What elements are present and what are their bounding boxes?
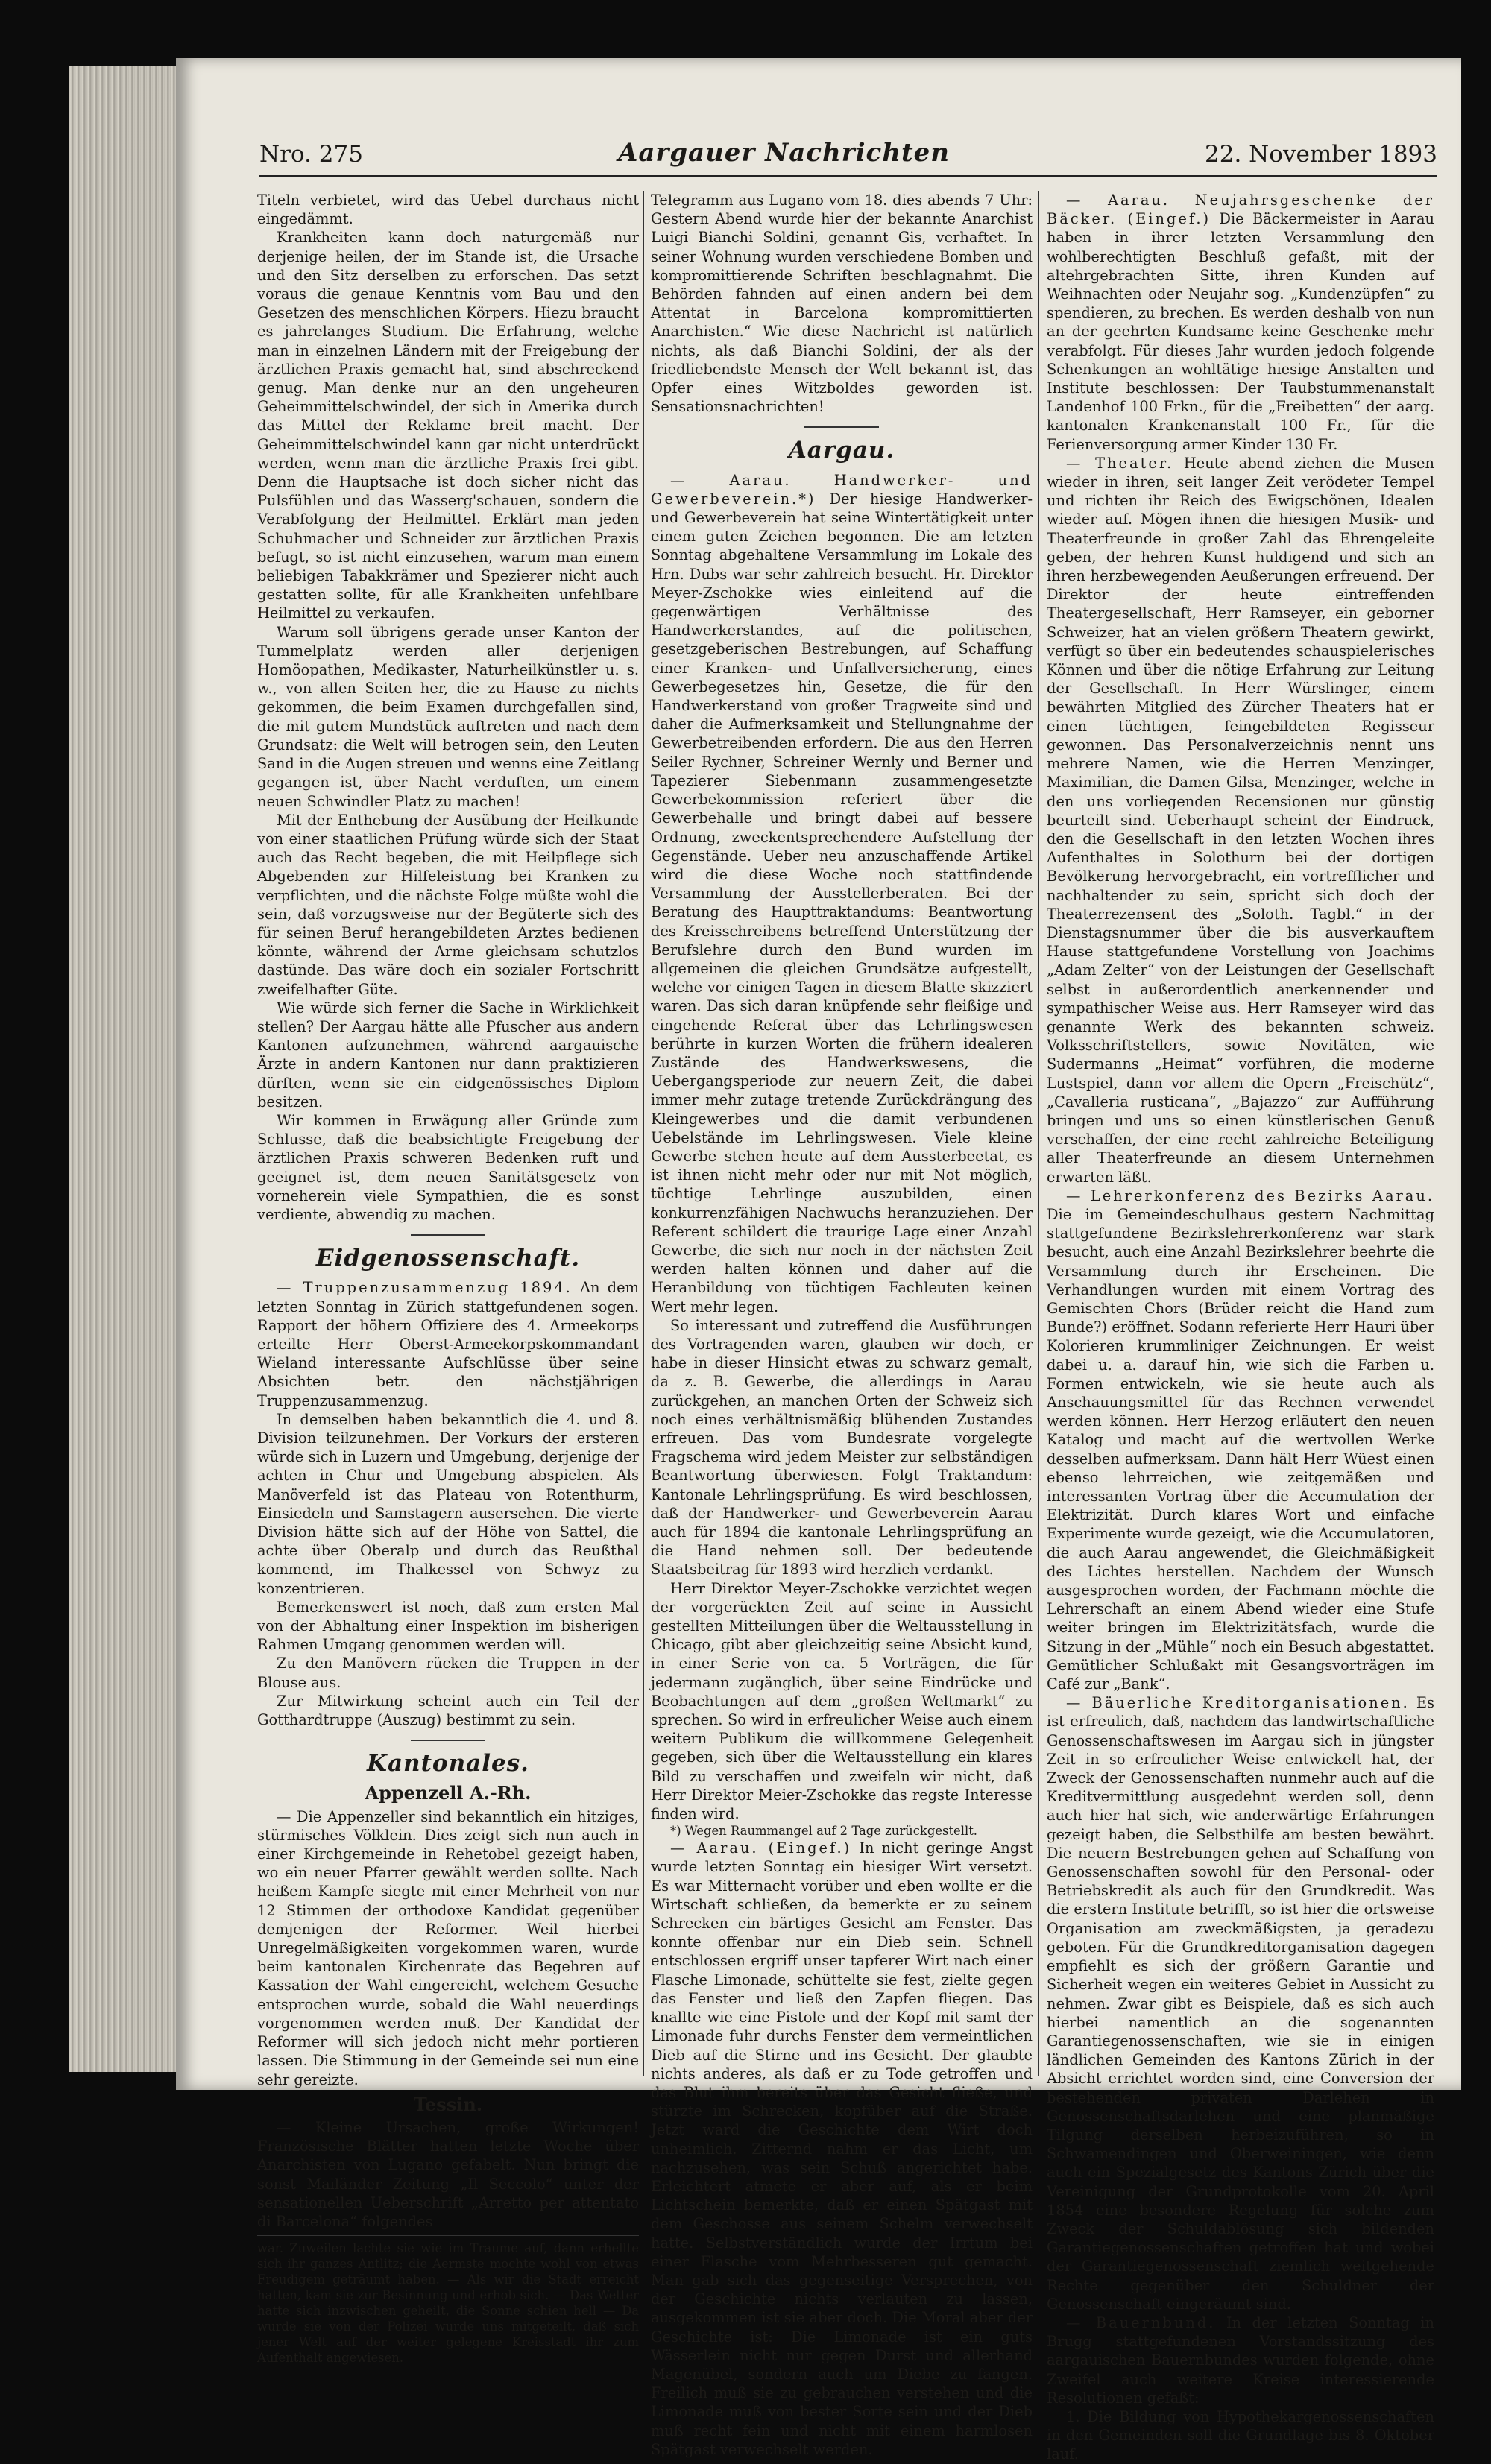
article-text: In nicht geringe Angst wurde letzten Sonntag ein hiesiger Wirt versetzt. Es war Mitternacht vorüber und eben wollte er die Wirtschaft schließen, da bemerkte er zu seinem Schrecken ein bärtiges Gesicht am Fenster. Das konnte offenbar nur ein Dieb sein. Schnell entschlossen ergriff unser tapferer Wirt nach einer Flasche Limonade, schüttelte sie fest, zielte gegen das Fenster und ließ den Zapfen fliegen. Das knallte wie eine Pistole und der Kopf mit samt der Limonade fuhr durchs Fenster dem vermeintlichen Dieb auf die Stirne und ins Gesicht. Der glaubte nichts anderes, als daß er zu Tode getroffen und das Blut ihm bereits über das Gesicht fließe, und stürzte im Schrecken, kopfüber auf die Straße. Jetzt ward die Geschichte dem Wirt doch unheimlich. Zitternd nahm er das Licht, um nachzusehen, was sein Schuß angerichtet habe. Erleichtert atmete er aber auf, als er beim Lichtschein bemerkte, daß er einen Spätgast mit dem Geschosse aus seinem Schelm verwechselt hatte. Selbstverständlich wurde der Irrtum bei einer Flasche vom Mehrbesseren gut gemacht. Man gab sich das gegenseitige Versprechen, von der Geschichte nichts verlauten zu lassen, ausgekommen ist sie aber doch. Die Moral aber der Geschichte ist: Die Limonade ist ein guts Wässerlein nicht nur gegen Durst und allerhand Magenübel, sondern auch um Diebe zu fangen. Freilich muß sie zu gebrauchen verstehen und die Limonade muß von bester Sorte sein und der Dieb muß recht fein und nicht mit einem harmlosen Spätgast verwechselt werden.	[651, 1839, 1033, 2458]
paragraph	[651, 471, 1033, 1316]
article-lead: — Aarau. Neujahrsgeschenke der Bäcker. (Eingef.)	[1047, 192, 1434, 228]
article-text: Die im Gemeindeschulhaus gestern Nachmittag stattgefundene Bezirkslehrerkonferenz war stark besucht, auch eine Anzahl Bezirkslehrer beehrte die Versammlung durch ihr Erscheinen. Die Verhandlungen wurden mit einem Vortrag des Gemischten Chors (Brüder reicht die Hand zum Bunde?) eröffnet. Sodann referierte Herr Hauri über Kolorieren krummliniger Zeichnungen. Er weist dabei u. a. darauf hin, wie sich die Farben u. Formen entwickeln, wie sie heute auch als Anschauungsmittel für das Rechnen verwendet werden können. Herr Herzog erläutert den neuen Katalog und macht auf die wertvollen Werke desselben aufmerksam. Dann hält Herr Wüest einen ebenso lehrreichen, wie zeitgemäßen und interessanten Vortrag über die Accumulation der Elektrizität. Durch klares Wort und einfache Experimente wurde gezeigt, wie die Accumulatoren, die auch Aarau angewendet, die Gleichmäßigkeit des Lichtes herstellen. Nachdem der Wunsch ausgesprochen worden, der Fachmann möchte die Lehrerschaft an einem Abend wieder eine Stufe weiter bringen im Elektrizitätsfach, wurde die Sitzung in der „Mühle“ noch ein Besuch abgestattet. Gemütlicher Schlußakt mit Gesangsvorträgen im Café zur „Bank“.	[1047, 1205, 1434, 1693]
paragraph	[257, 1278, 639, 1409]
paragraph	[1047, 1693, 1434, 2313]
paragraph: So interessant und zutreffend die Ausführungen des Vortragenden waren, glauben wir doch, er habe in dieser Hinsicht etwas zu schwarz gemalt, da z. B. Gewerbe, die allerdings in Aarau zurückgehen, an manchen Orten der Schweiz sich noch eines verhältnismäßig blühenden Zustandes erfreuen. Das vom Bundesrate vorgelegte Fragschema wird jedem Meister zur selbständigen Beantwortung überwiesen. Folgt Traktandum: Kantonale Lehrlingsprüfung. Es wird beschlossen, daß der Handwerker- und Gewerbeverein Aarau auch für 1894 die kantonale Lehrlingsprüfung an die Hand nehmen soll. Der bedeutende Staatsbeitrag für 1893 wird herzlich verdankt.	[651, 1316, 1033, 1579]
masthead	[259, 139, 1437, 177]
issue-date: 22. November 1893	[1205, 141, 1437, 168]
paragraph: Wir kommen in Erwägung aller Gründe zum Schlusse, daß die beabsichtigte Freigebung der ärztlichen Praxis schweren Bedenken ruft und geeignet ist, dem neuen Sanitätsgesetz von vorneherein viele Sympathien, die es sonst verdiente, abwendig zu machen.	[257, 1111, 639, 1223]
paragraph: Warum soll übrigens gerade unser Kanton der Tummelplatz werden aller derjenigen Homöopathen, Medikaster, Naturheilkünstler u. s. w., von allen Seiten her, die zu Hause zu nichts gekommen, die beim Examen durchgefallen sind, die mit gutem Mundstück auftreten und nach dem Grundsatz: die Welt will betrogen sein, den Leuten Sand in die Augen streuen und wenns eine Zeitlang gegangen ist, über Nacht verduften, um einem neuen Schwindler Platz zu machen!	[257, 623, 639, 810]
feuilleton-divider	[257, 2235, 639, 2236]
paragraph: — Die Appenzeller sind bekanntlich ein hitziges, stürmisches Völklein. Dies zeigt sich nun auch in einer Kirchgemeinde in Rehetobel gezeigt haben, wo ein neuer Pfarrer gewählt werden sollte. Nach heißem Kampfe siegte mit einer Mehrheit von nur 12 Stimmen der orthodoxe Kandidat gegenüber demjenigen der Reformer. Weil hierbei Unregelmäßigkeiten vorgekommen waren, wurde beim kantonalen Kirchenrate das Begehren auf Kassation der Wahl eingereicht, welchem Gesuche entsprochen wurde, sobald die Wahl neuerdings vorgenommen werden muß. Der Kandidat der Reformer will sich jedoch nicht mehr portieren lassen. Die Stimmung in der Gemeinde sei nun eine sehr gereizte.	[257, 1807, 639, 2088]
footnote: *) Wegen Raummangel auf 2 Tage zurückgestellt.	[670, 1824, 978, 1839]
column-rule-left	[643, 191, 644, 2076]
paragraph	[1047, 2313, 1434, 2407]
article-text: Die Bäckermeister in Aarau haben in ihrer letzten Versammlung den wohlberechtigten Beschluß gefaßt, mit der altehrgebrachten Sitte, ihren Kunden auf Weihnachten oder Neujahr sog. „Kundenzüpfen“ zu spendieren, zu brechen. Es werden deshalb von nun an der geehrten Kundsame keine Geschenke mehr verabfolgt. Für dieses Jahr wurden jedoch folgende Schenkungen an wohltätige hiesige Anstalten und Institute beschlossen: Der Taubstummenanstalt Landenhof 100 Frkn., für die „Freibetten“ der aarg. kantonalen Krankenanstalt 100 Fr., für die Ferienversorgung armer Kinder 130 Fr.	[1047, 210, 1434, 453]
paragraph: Zu den Manövern rücken die Truppen in der Blouse aus.	[257, 1655, 639, 1691]
article-text: In der letzten Sonntag in Brugg stattgefundenen Vorstandssitzung des aargauischen Bauernbundes wurden folgende, ohne Zweifel auch weitere Kreise interessierende Resolutionen gefaßt:	[1047, 2313, 1434, 2407]
subheading-appenzell: Appenzell A.-Rh.	[365, 1782, 532, 1804]
article-text: Der hiesige Handwerker- und Gewerbeverein hat seine Wintertätigkeit unter einem guten Zeichen begonnen. Die am letzten Sonntag abgehaltene Versammlung im Lokale des Hrn. Dubs war sehr zahlreich besucht. Hr. Direktor Meyer-Zschokke wies einleitend auf die gegenwärtigen Verhältnisse des Handwerkerstandes, auf die politischen, gesetzgeberischen Bestrebungen, auf Schaffung einer Kranken- und Unfallversicherung, eines Gewerbegesetzes hin, Gesetze, die für den Handwerkerstand von großer Tragweite sind und daher die Aufmerksamkeit und Stellungnahme der Gewerbetreibenden erfordern. Die aus den Herren Seiler Rychner, Schreiner Wernly und Berner und Tapezierer Siebenmann zusammengesetzte Gewerbekommission referiert über die Gewerbehalle und bringt dabei auf bessere Ordnung, zweckentsprechendere Aufstellung der Gegenstände. Ueber neu anzuschaffende Artikel wird die diese Woche noch stattfindende Versammlung der Ausstellerberaten. Bei der Beratung des Haupttraktandums: Beantwortung des Kreisschreibens betreffend Unterstützung der Berufslehre durch den Bund wurden im allgemeinen die gleichen Grundsätze aufgestellt, welche vor einigen Tagen in diesem Blatte skizziert waren. Das sich daran knüpfende sehr fleißige und eingehende Referat über das Lehrlingswesen berührte in kurzen Worten die frühern idealeren Zustände des Handwerkswesens, die Uebergangsperiode zur neuern Zeit, die dabei immer mehr zutage tretende Zurückdrängung des Kleingewerbes und die damit verbundenen Uebelstände im Lehrlingswesen. Viele kleine Gewerbe stehen heute auf dem Aussterbeetat, es ist ihnen nicht mehr oder nur mit Not möglich, tüchtige Lehrlinge auszubilden, einen konkurrenzfähigen Nachwuchs heranzuziehen. Der Referent schildert die traurige Lage einer Anzahl Gewerbe, die sich nur noch in der nächsten Zeit werden halten können und daher auf die Heranbildung von tüchtigen Fachleuten keinen Wert mehr legen.	[651, 490, 1033, 1315]
section-heading-aargau: Aargau.	[788, 437, 895, 464]
article-lead: — Bäuerliche Kreditorganisationen.	[1066, 1694, 1410, 1712]
paragraph: Herr Direktor Meyer-Zschokke verzichtet wegen der vorgerückten Zeit auf seine in Aussicht gestellten Mitteilungen über die Weltausstellung in Chicago, gibt aber gleichzeitig seine Absicht kund, in einer Serie von ca. 5 Vorträgen, die für jedermann zugänglich, über seine Eindrücke und Beobachtungen auf dem „großen Weltmarkt“ zu sprechen. So wird in erfreulicher Weise auch einem weitern Publikum die willkommene Gelegenheit gegeben, sich über die Weltausstellung ein klares Bild zu verschaffen und zweifeln wir nicht, daß Herr Direktor Meier-Zschokke das regste Interesse finden wird.	[651, 1579, 1033, 1823]
article-lead: — Aarau. (Eingef.)	[670, 1839, 852, 1857]
article-text: Heute abend ziehen die Musen wieder in ihren, seit langer Zeit verödeter Tempel und richten ihr Reich des Ewigschönen, Idealen wieder auf. Mögen ihnen die hiesigen Musik- und Theaterfreunde in großer Zahl das Ehrengeleite geben, der hehren Kunst huldigend und sich an ihren herzbewegenden Aeußerungen erfreuend. Der Direktor der heute eintreffenden Theatergesellschaft, Herr Ramseyer, ein geborner Schweizer, hat an vielen größern Theatern gewirkt, verfügt so über ein bedeutendes schauspielerisches Können und über die nötige Erfahrung zur Leitung der Gesellschaft. In Herr Würslinger, einem bewährten Mitglied des Zürcher Theaters hat er einen tüchtigen, feingebildeten Regisseur gewonnen. Das Personalverzeichnis nennt uns mehrere Namen, wie die Herren Menzinger, Maximilian, die Damen Gilsa, Menzinger, welche in den uns vorliegenden Recensionen nur günstig beurteilt sind. Ueberhaupt scheint der Eindruck, den die Gesellschaft in den letzten Wochen ihres Aufenthaltes in Solothurn bei der dortigen Bevölkerung hervorgebracht, ein vortrefflicher und nachhaltender zu sein, spricht sich doch der Theaterrezensent des „Soloth. Tagbl.“ in der Dienstagsnummer über die bis ausverkauftem Hause stattgefundene Vorstellung von Joachims „Adam Zelter“ von der Leistungen der Gesellschaft selbst in außerordentlich anerkennender und sympathischer Weise aus. Herr Ramseyer wird das genannte Werk des bekannten schweiz. Volksschriftstellers, sowie Novitäten, wie Sudermanns „Heimat“ vorführen, die moderne Lustspiel, dann vor allem die Opern „Freischütz“, „Cavalleria rusticana“, „Bajazzo“ zur Aufführung bringen und uns so einen künstlerischen Genuß verschaffen, der eine recht zahlreiche Beteiligung aller Theaterfreunde an diesem Unternehmen erwarten läßt.	[1047, 454, 1434, 1186]
paragraph	[1047, 454, 1434, 1187]
paragraph: Mit der Enthebung der Ausübung der Heilkunde von einer staatlichen Prüfung würde sich der Staat auch das Recht begeben, die mit Heilpflege sich Abgebenden zur Hilfeleistung bei Kranken zu verpflichten, und die nächste Folge müßte wohl die sein, daß vorzugsweise nur der Begüterte sich des für seinen Beruf herangebildeten Arztes bedienen könnte, während der Arme gleichsam schutzlos dastünde. Das wäre doch ein sozialer Fortschritt zweifelhafter Güte.	[257, 811, 639, 998]
section-divider	[804, 426, 879, 428]
section-divider	[411, 1740, 485, 1741]
section-heading-eidgenossenschaft: Eidgenossenschaft.	[315, 1245, 581, 1272]
paragraph: — Kleine Ursachen, große Wirkungen! Französische Blätter hatten letzte Woche über Anarchisten von Lugano gefabelt. Nun bringt die sonst Mailänder Zeitung „Il Seccolo“ unter der sensationellen Ueberschrift „Arretto per attentato di Barcelona“ folgendes	[257, 2118, 639, 2230]
section-divider	[411, 1234, 485, 1236]
paragraph: Krankheiten kann doch naturgemäß nur derjenige heilen, der im Stande ist, die Ursache und den Sitz derselben zu erforschen. Das setzt voraus die genaue Kenntnis vom Bau und den Gesetzen des menschlichen Körpers. Hiezu braucht es jahrelanges Studium. Die Erfahrung, welche man in einzelnen Ländern mit der Freigebung der ärztlichen Praxis gemacht hat, sind abschreckend genug. Man denke nur an den ungeheuren Geheimmittelschwindel, der sich in Amerika durch das Mittel der Reklame breit macht. Der Geheimmittelschwindel kann gar nicht unterdrückt werden, wenn man die ärztliche Praxis frei gibt. Denn die Hauptsache ist doch sicher nicht das Pulsfühlen und das Wasserg'schauen, sondern die Verabfolgung der Heilmittel. Erklärt man jeden Schuhmacher und Schneider zur ärztlichen Praxis befugt, so ist nicht einzusehen, warum man einem beliebigen Tabakkrämer und Spezierer nicht auch gestatten sollte, für alle Krankheiten unfehlbare Heilmittel zu verkaufen.	[257, 229, 639, 622]
column-3	[1047, 191, 1434, 2463]
section-heading-kantonales: Kantonales.	[367, 1750, 529, 1778]
book-page-edges	[69, 66, 180, 2072]
article-text: Es ist erfreulich, daß, nachdem das landwirtschaftliche Genossenschaftswesen im Aargau sich in jüngster Zeit in so erfreulicher Weise entwickelt hat, der Zweck der Genossenschaften nunmehr auch auf die Kreditvermittlung ausgedehnt werden soll, denn auch hier hat sich, wie anderwärtige Erfahrungen gezeigt haben, die Selbsthilfe am besten bewährt. Die neuern Bestrebungen gehen auf Schaffung von Genossenschaften sowohl für den Personal- oder Betriebskredit als auch für den Grundkredit. Was die erstern Institute betrifft, so ist hier die ortsweise Organisation am zweckmäßigsten, ja geradezu geboten. Für die Grundkreditorganisation dagegen empfiehlt es sich der größern Garantie und Sicherheit wegen ein weiteres Gebiet in Aussicht zu nehmen. Zwar gibt es Beispiele, daß es sich auch hierbei namentlich an die sogenannten Garantiegenossenschaften, wie sie in einigen ländlichen Gemeinden des Kantons Zürich in der Absicht errichtet worden sind, eine Conversion der bestehenden privaten Darlehen in Genossenschaftsdarlehen und eine planmäßige Tilgung derselben herbeizuführen, so in Schwamendingen und Oberweiningen, wie denn auch ein Spezialgesetz des Kantons Zürich über die Vereinigung der Grundprotokolle vom 20. April 1854 eine besondere Regelung für solche zum Zweck der Schuldablösung sich bildenden Garantiegenossenschaften getroffen hat und wobei der Garantiegenossenschaft ziemlich weitgehende Rechte gegenüber den Schuldner der Genossenschaft eingeräumt sind.	[1047, 1694, 1434, 2313]
article-lead: — Truppenzusammenzug 1894.	[277, 1279, 573, 1297]
paragraph: Wie würde sich ferner die Sache in Wirklichkeit stellen? Der Aargau hätte alle Pfuscher aus andern Kantonen aufzunehmen, während aargauische Ärzte in andern Kantonen nur dann praktizieren dürften, wenn sie ein eidgenössisches Diplom besitzen.	[257, 999, 639, 1111]
issue-number: Nro. 275	[259, 141, 363, 168]
paragraph	[1047, 1187, 1434, 1693]
paragraph: Bemerkenswert ist noch, daß zum ersten Mal von der Abhaltung einer Inspektion im bisherigen Rahmen Umgang genommen werden will.	[257, 1598, 639, 1654]
article-lead: — Theater.	[1066, 454, 1174, 472]
paragraph	[1047, 191, 1434, 454]
paragraph: In demselben haben bekanntlich die 4. und 8. Division teilzunehmen. Der Vorkurs der ersteren würde sich in Luzern und Umgebung, derjenige der achten in Chur und Umgebung abspielen. Als Manöverfeld ist das Plateau von Rotenthurm, Einsiedeln und Samstagern ausersehen. Die vierte Division hätte sich auf der Höhe von Sattel, die achte über Oberalp und durch das Reußthal kommend, im Thalkessel von Schwyz zu konzentrieren.	[257, 1410, 639, 1597]
paragraph: Titeln verbietet, wird das Uebel durchaus nicht eingedämmt.	[257, 192, 639, 228]
article-text: An dem letzten Sonntag in Zürich stattgefundenen sogen. Rapport der höhern Offiziere des 4. Armeekorps erteilte Herr Oberst-Armeekorpskommandant Wieland interessante Aufschlüsse über seine Absichten betr. den nächstjährigen Truppenzusammenzug.	[257, 1279, 640, 1409]
article-lead: — Bauernbund.	[1066, 2313, 1216, 2331]
article-lead: — Aarau. Handwerker- und Gewerbeverein.*)	[651, 471, 1033, 508]
column-1	[257, 191, 640, 2366]
paragraph	[651, 1839, 1033, 2459]
newspaper-title: Aargauer Nachrichten	[617, 138, 951, 168]
column-2	[651, 191, 1033, 2458]
subheading-tessin: Tessin.	[413, 2093, 483, 2115]
article-lead: — Lehrerkonferenz des Bezirks Aarau.	[1066, 1187, 1434, 1204]
feuilleton-text: war. Zuweilen lachte sie wie im Traume auf, dann erhellte sich ihr ganzes Antlitz; die Aermste mochte wohl von etwas Freudigem geträumt haben. — Als wir die Stadt erreicht hatten, kam sie zur Besinnung und erhob sich. — Das Wetter hatte sich inzwischen geheilt, die Sonne schien hell — Da wurde sie von der Polizei wurde uns mitgeteilt, daß sich jener Welt auf der weiter gelegene Kreisstadt ihr zum Aufenthalt angewiesen.	[257, 2241, 639, 2366]
paragraph: 1. Die Bildung von Hypothekargenossenschaften in den Gemeinden soll die Grundlage bis 8. Oktober lauf.	[1047, 2407, 1434, 2463]
paragraph: Telegramm aus Lugano vom 18. dies abends 7 Uhr: Gestern Abend wurde hier der bekannte Anarchist Luigi Bianchi Soldini, genannt Gis, verhaftet. In seiner Wohnung wurden verschiedene Bomben und kompromittierende Schriften beschlagnahmt. Die Behörden fahnden auf einen andern bei dem Attentat in Barcelona kompromittierten Anarchisten.“ Wie diese Nachricht ist natürlich nichts, als daß Bianchi Soldini, der als der friedliebendste Mensch der Welt bekannt ist, das Opfer eines Witzboldes geworden ist. Sensationsnachrichten!	[651, 192, 1033, 416]
column-rule-right	[1038, 191, 1039, 2076]
paragraph: Zur Mitwirkung scheint auch ein Teil der Gotthardtruppe (Auszug) bestimmt zu sein.	[257, 1692, 639, 1729]
